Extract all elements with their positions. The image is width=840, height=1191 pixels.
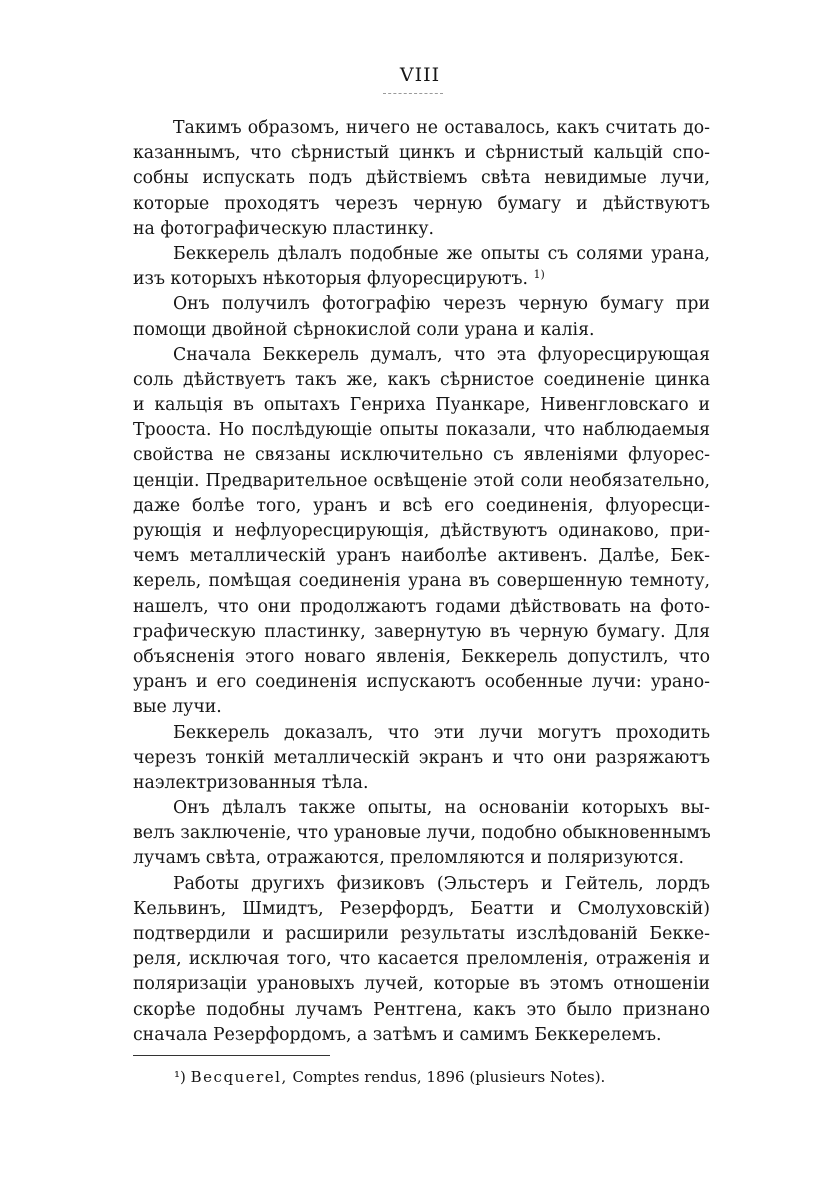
text-line-content: лучамъ свѣта, отражаются, преломляются и поляризуются. [133,848,685,869]
text-line-content: Сначала Беккерель думалъ, что эта флуоресцирующая [173,344,710,365]
text-line-content: реля, исключая того, что касается преломленія, отраженія и [133,949,710,970]
text-line-content: свойства не связаны исключительно съ явленіями флуорес- [133,445,710,466]
text-line [133,242,710,267]
text-line [133,192,710,217]
text-line-content: на фотографическую пластинку. [133,218,435,239]
text-line-content: велъ заключеніе, что урановые лучи, подобно обыкновеннымъ [133,823,711,844]
text-line [133,393,710,418]
text-line [133,695,710,720]
text-line-content: собны испускать подъ дѣйствіемъ свѣта невидимые лучи, [133,168,710,189]
text-line [133,292,710,317]
text-line-content: черезъ тонкій металлическій экранъ и что они разряжаютъ [133,747,710,768]
text-line [133,544,710,569]
text-line [133,721,710,746]
text-line-content: Такимъ образомъ, ничего не оставалось, какъ считать до- [173,118,710,138]
text-line-content: сначала Резерфордомъ, а затѣмъ и самимъ Беккерелемъ. [133,1024,662,1045]
text-line-content: ценціи. Предварительное освѣщеніе этой соли необязательно, [133,470,710,491]
text-line-content: нашелъ, что они продолжаютъ годами дѣйствовать на фото- [133,596,710,617]
text-line [133,469,710,494]
text-line [133,746,710,771]
text-line-content: Онъ получилъ фотографію черезъ черную бумагу при [173,294,710,315]
text-line-content: казаннымъ, что сѣрнистый цинкъ и сѣрнистый кальцій спо- [133,143,710,164]
text-line-content: рующія и нефлуоресцирующія, дѣйствуютъ одинаково, при- [133,521,710,541]
text-line-content: наэлектризованныя тѣла. [133,772,369,793]
text-line [133,821,710,846]
text-line-content: Работы другихъ физиковъ (Эльстеръ и Гейтель, лордъ [173,873,710,894]
body-text [133,116,710,1048]
footnote-author: Becquerel, [190,1068,288,1086]
text-line [133,796,710,821]
text-line-content: Кельвинъ, Шмидтъ, Резерфордъ, Беатти и Смолуховскій) [133,898,710,919]
page-number: VIII [399,64,441,86]
footnote-marker: ¹) [174,1068,186,1086]
text-line [133,846,710,871]
text-line-content: Онъ дѣлалъ также опыты, на основаніи которыхъ вы- [173,798,710,819]
text-line-content: керель, помѣщая соединенія урана въ совершенную темноту, [133,571,710,592]
text-line [133,343,710,368]
header-rule [383,93,443,94]
text-line [133,318,710,343]
text-line [133,922,710,947]
text-line [133,418,710,443]
text-line [133,267,710,292]
text-line [133,141,710,166]
text-line-content: изъ которыхъ нѣкоторыя флуоресцируютъ. [133,269,528,290]
text-line-content: подтвердили и расширили результаты изслѣдованій Бекке- [133,924,710,944]
footnote-reference: 1) [533,268,545,282]
text-line [133,166,710,191]
text-line [133,972,710,997]
text-line-content: уранъ и его соединенія испускаютъ особенные лучи: урано- [133,672,710,693]
text-line [133,116,710,141]
text-line-content: Беккерель доказалъ, что эти лучи могутъ проходить [173,722,710,743]
footnote [174,1068,605,1086]
text-line [133,998,710,1023]
text-line [133,569,710,594]
text-line-content: и кальція въ опытахъ Генриха Пуанкаре, Нивенгловскаго и [133,395,710,416]
text-line-content: даже болѣе того, уранъ и всѣ его соединенія, флуоресци- [133,495,710,516]
text-line [133,443,710,468]
text-line-content: объясненія этого новаго явленія, Беккерель допустилъ, что [133,646,710,667]
text-line-content: соль дѣйствуетъ такъ же, какъ сѣрнистое соединеніе цинка [133,369,710,390]
text-line [133,519,710,544]
text-line [133,368,710,393]
text-line-content: Беккерель дѣлалъ подобные же опыты съ солями урана, [173,243,710,264]
text-line [133,620,710,645]
text-line [133,494,710,519]
text-line [133,771,710,796]
text-line-content: которые проходятъ черезъ черную бумагу и дѣйствуютъ [133,193,710,214]
text-line [133,947,710,972]
text-line [133,645,710,670]
text-line [133,872,710,897]
text-line-content: поляризаціи урановыхъ лучей, которые въ этомъ отношеніи [133,974,710,995]
text-line [133,1023,710,1048]
footnote-rule [133,1055,330,1056]
text-line [133,670,710,695]
text-line [133,897,710,922]
text-line-content: чемъ металлическій уранъ наиболѣе активенъ. Далѣе, Бек- [133,546,710,567]
footnote-text: Comptes rendus, 1896 (plusieurs Notes). [292,1068,606,1086]
text-line-content: графическую пластинку, завернутую въ черную бумагу. Для [133,621,710,642]
text-line-content: помощи двойной сѣрнокислой соли урана и калія. [133,319,595,340]
text-line-content: скорѣе подобны лучамъ Рентгена, какъ это было признано [133,999,710,1020]
text-line [133,595,710,620]
text-line-content: Трооста. Но послѣдующіе опыты показали, что наблюдаемыя [133,420,710,441]
text-line [133,217,710,242]
text-line-content: вые лучи. [133,697,222,718]
